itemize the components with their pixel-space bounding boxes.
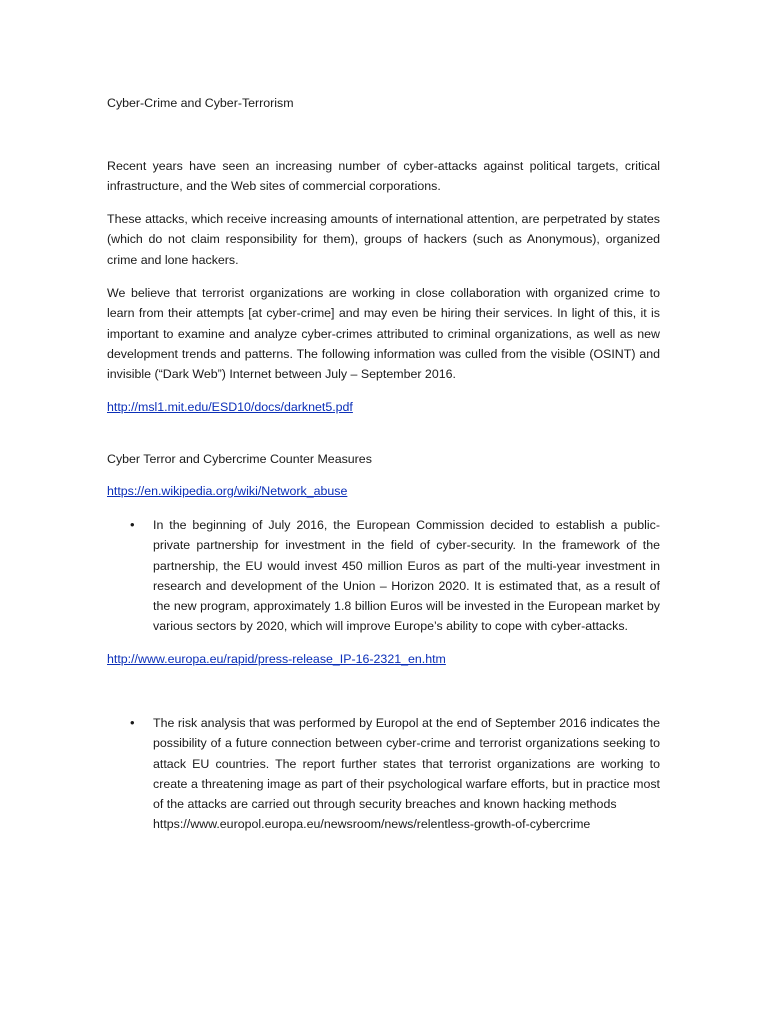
- bullet-item-eu-partnership: [130, 515, 660, 637]
- section-subheading: Cyber Terror and Cybercrime Counter Measures: [107, 452, 372, 466]
- wikipedia-link[interactable]: https://en.wikipedia.org/wiki/Network_abuse: [107, 484, 348, 498]
- europol-url: https://www.europol.europa.eu/newsroom/news/relentless-growth-of-cybercrime: [153, 817, 591, 832]
- paragraph-attacks: These attacks, which receive increasing amounts of international attention, are perpetrated by states (which do not claim responsibility for them), groups of hackers (such as Anonymous), organized crime and lone hackers.: [107, 212, 660, 267]
- bullet-icon: •: [130, 517, 135, 532]
- darknet-link-line: [107, 397, 660, 417]
- paragraph-belief: We believe that terrorist organizations are working in close collaboration with organized crime to learn from their attempts [at cyber-crime] and may even be hiring their services. In light of this, it is important to examine and analyze cyber-crimes attributed to criminal organizations, as well as new development trends and patterns. The following information was culled from the visible (OSINT) and invisible (“Dark Web”) Internet between July – September 2016.: [107, 286, 660, 382]
- paragraph-intro: Recent years have seen an increasing number of cyber-attacks against political targets, critical infrastructure, and the Web sites of commercial corporations.: [107, 159, 660, 194]
- bullet-text: In the beginning of July 2016, the European Commission decided to establish a public-private partnership for investment in the field of cyber-security. In the framework of the partnership, the EU would invest 450 million Euros as part of the multi-year investment in research and development of the Union – Horizon 2020. It is estimated that, as a result of the new program, approximately 1.8 billion Euros will be invested in the European market by various sectors by 2020, which will improve Europe’s ability to cope with cyber-attacks.: [153, 518, 660, 634]
- darknet-link[interactable]: http://msl1.mit.edu/ESD10/docs/darknet5.pdf: [107, 400, 353, 414]
- document-title: Cyber-Crime and Cyber-Terrorism: [107, 96, 294, 110]
- wikipedia-link-line: [107, 481, 660, 501]
- europa-link[interactable]: http://www.europa.eu/rapid/press-release_IP-16-2321_en.htm: [107, 652, 446, 666]
- europa-link-line: [107, 649, 660, 669]
- bullet-text-body: The risk analysis that was performed by Europol at the end of September 2016 indicates the possibility of a future connection between cyber-crime and terrorist organizations seeking to attack EU countries. The report further states that terrorist organizations are working to create a threatening image as part of their psychological warfare efforts, but in practice most of the attacks are carried out through security breaches and known hacking methods: [153, 716, 660, 812]
- bullet-item-europol-risk: [130, 713, 660, 835]
- bullet-icon: •: [130, 715, 135, 730]
- bullet-text: [153, 713, 660, 835]
